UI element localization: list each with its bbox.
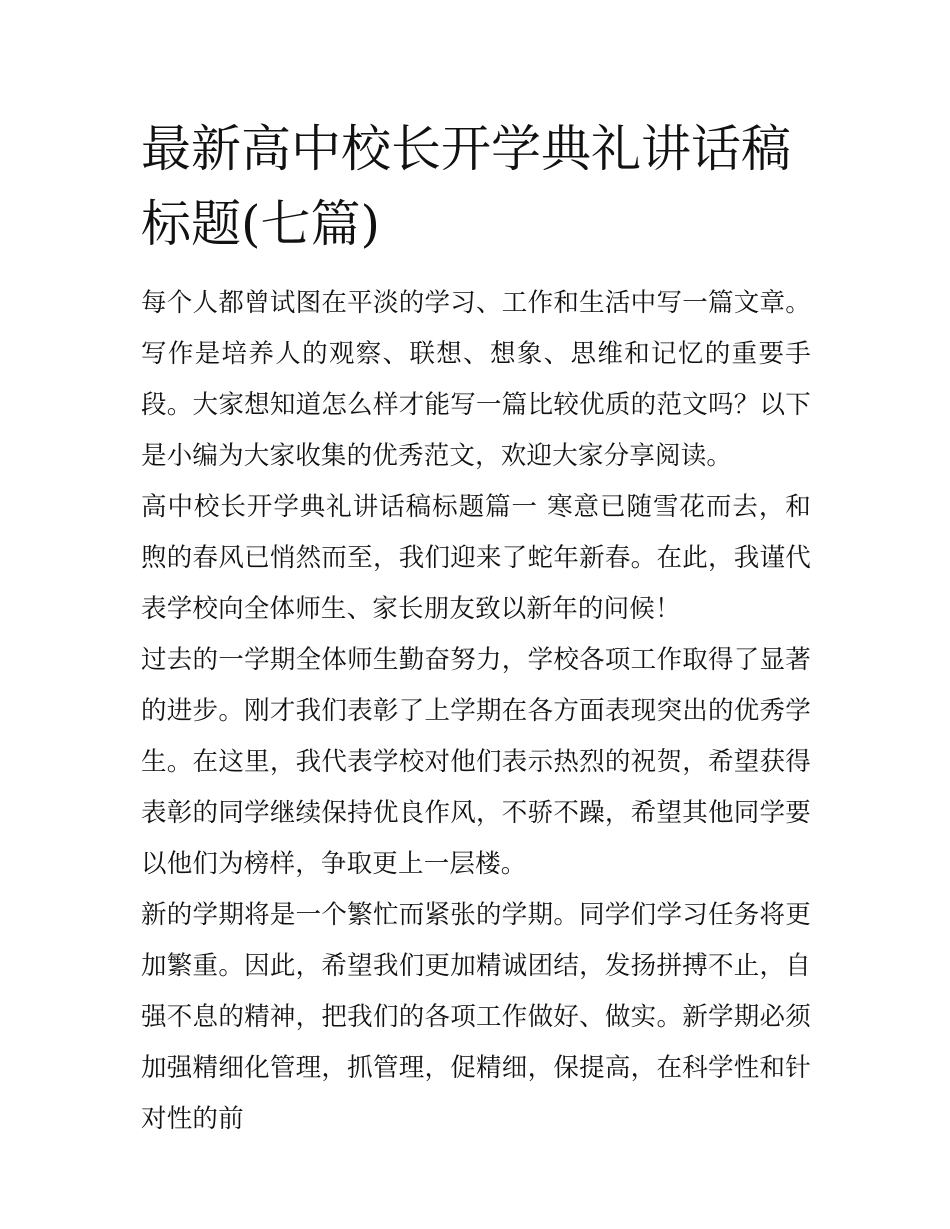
document-title: 最新高中校长开学典礼讲话稿标题(七篇) bbox=[141, 120, 791, 253]
paragraph-intro: 每个人都曾试图在平淡的学习、工作和生活中写一篇文章。写作是培养人的观察、联想、想象、思维和记忆的重要手段。大家想知道怎么样才能写一篇比较优质的范文吗？以下是小编为大家收集的优秀范文，欢迎大家分享阅读。 bbox=[141, 288, 811, 471]
paragraph-past-semester: 过去的一学期全体师生勤奋努力，学校各项工作取得了显著的进步。刚才我们表彰了上学期在各方面表现突出的优秀学生。在这里，我代表学校对他们表示热烈的祝贺，希望获得表彰的同学继续保持优良作风，不骄不躁，希望其他同学要以他们为榜样，争取更上一层楼。 bbox=[141, 645, 811, 879]
paragraph-speech-opening: 高中校长开学典礼讲话稿标题篇一 寒意已随雪花而去，和煦的春风已悄然而至，我们迎来了蛇年新春。在此，我谨代表学校向全体师生、家长朋友致以新年的问候！ bbox=[141, 492, 811, 624]
document-body bbox=[141, 278, 811, 1145]
paragraph-new-semester: 新的学期将是一个繁忙而紧张的学期。同学们学习任务将更加繁重。因此，希望我们更加精诚团结，发扬拼搏不止，自强不息的精神，把我们的各项工作做好、做实。新学期必须加强精细化管理，抓管理，促精细，保提高，在科学性和针对性的前 bbox=[141, 900, 811, 1134]
document-content bbox=[141, 112, 811, 1145]
